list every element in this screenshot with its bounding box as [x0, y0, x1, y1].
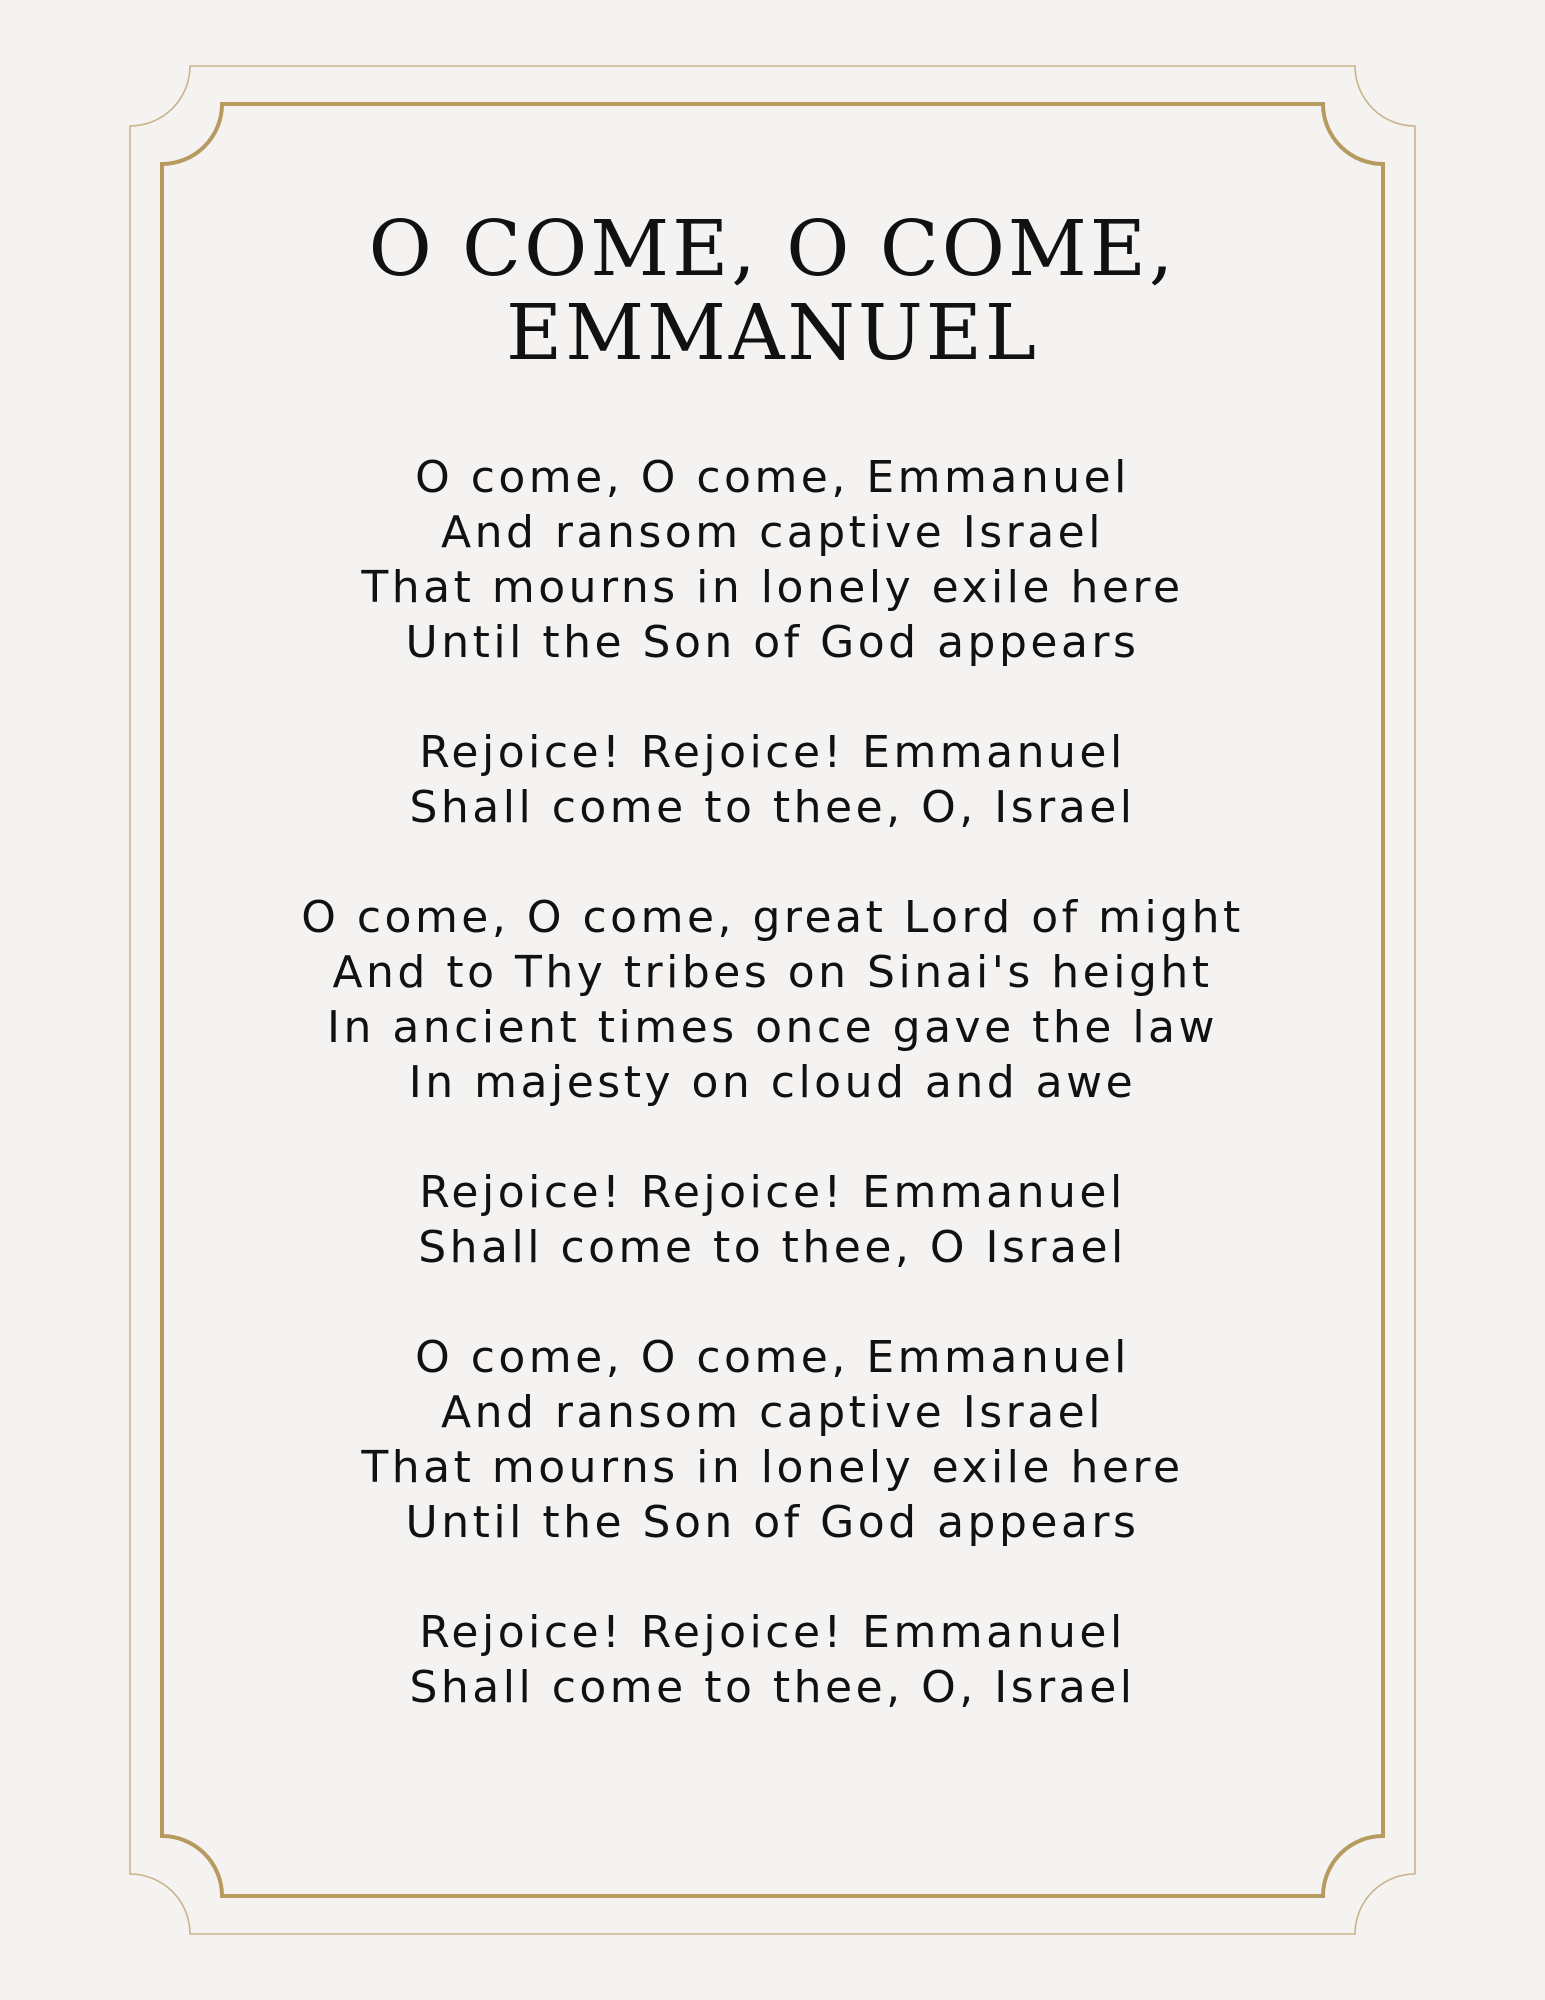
lyric-line: And ransom captive Israel [441, 507, 1104, 558]
lyric-line: And to Thy tribes on Sinai's height [332, 947, 1213, 998]
lyric-line: Until the Son of God appears [405, 617, 1140, 668]
lyric-line: In ancient times once gave the law [326, 1002, 1219, 1053]
song-title-line-1: O COME, O COME, [368, 205, 1177, 294]
verse-1 [200, 450, 1345, 670]
lyric-line: Rejoice! Rejoice! Emmanuel [419, 727, 1126, 778]
lyric-line: O come, O come, Emmanuel [415, 1332, 1130, 1383]
lyric-line: Rejoice! Rejoice! Emmanuel [419, 1167, 1126, 1218]
verse-3 [200, 1330, 1345, 1550]
lyric-line: Shall come to thee, O Israel [418, 1222, 1127, 1273]
lyric-line: And ransom captive Israel [441, 1387, 1104, 1438]
lyric-line: In majesty on cloud and awe [408, 1057, 1137, 1108]
lyric-line: Shall come to thee, O, Israel [409, 782, 1136, 833]
lyric-line: Until the Son of God appears [405, 1497, 1140, 1548]
verse-2 [200, 890, 1345, 1110]
lyric-line: That mourns in lonely exile here [361, 1442, 1184, 1493]
refrain-1 [200, 725, 1345, 835]
lyric-line: O come, O come, Emmanuel [415, 452, 1130, 503]
lyric-line: O come, O come, great Lord of might [301, 892, 1244, 943]
song-title [200, 205, 1345, 378]
lyric-line: That mourns in lonely exile here [361, 562, 1184, 613]
lyric-line: Shall come to thee, O, Israel [409, 1662, 1136, 1713]
lyric-line: Rejoice! Rejoice! Emmanuel [419, 1607, 1126, 1658]
song-title-line-2: EMMANUEL [505, 289, 1040, 378]
refrain-3 [200, 1605, 1345, 1715]
lyrics-body [200, 450, 1345, 1770]
refrain-2 [200, 1165, 1345, 1275]
